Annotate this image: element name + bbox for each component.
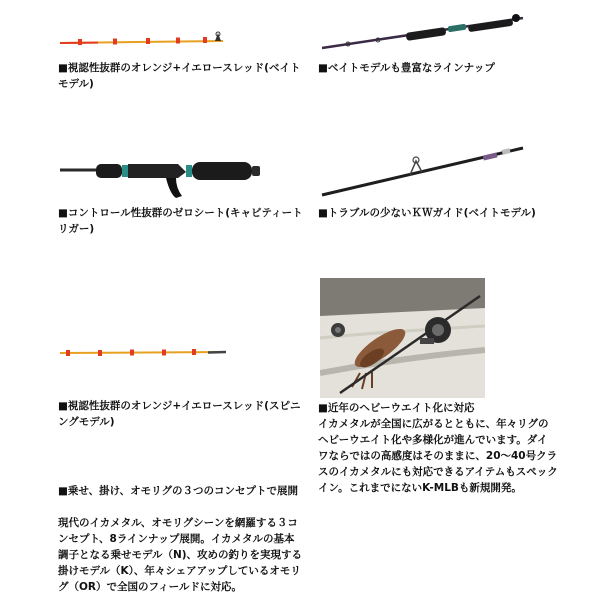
squid-metal-rig-photo: [320, 278, 485, 398]
caption-item-3: ■コントロール性抜群のゼロシート(キャビティートリガー): [58, 207, 303, 235]
rod-tip-thread-spinning-image: [58, 342, 228, 362]
caption-item-5: ■視認性抜群のオレンジ+イエロースレッド(スピニングモデル): [58, 400, 301, 428]
body-item-7: 現代のイカメタル、オモリグシーンを網羅する３コンセプト、8ラインナップ展開。イカメタルの基本調子となる乗せモデル（N)、攻めの釣りを実現する掛けモデル（K）、年々シェアアップしているオモリグ（OR）で全国のフィールドに対応。: [58, 517, 303, 593]
body-item-6: イカメタルが全国に広がるとともに、年々リグのヘビーウエイト化や多様化が進んでいます。ダイワならではの高感度はそのままに、20～40号クラスのイカメタルにも対応できるアイテムもスペックイン。これまでにないK-MLBも新規開発。: [318, 418, 558, 494]
caption-item-1: ■視認性抜群のオレンジ+イエロースレッド(ベイトモデル): [58, 62, 301, 90]
zero-seat-trigger-image: [58, 150, 268, 200]
rod-tip-thread-bait-image: [58, 28, 228, 48]
kw-guide-image: [318, 140, 528, 200]
caption-item-2: ■ベイトモデルも豊富なラインナップ: [318, 62, 495, 74]
bait-model-rod-image: [318, 10, 528, 52]
caption-item-7: ■乗せ、掛け、オモリグの３つのコンセプトで展開: [58, 485, 298, 497]
caption-item-4: ■トラブルの少ないＫＷガイド(ベイトモデル): [318, 207, 536, 219]
caption-item-6: ■近年のヘビーウエイト化に対応: [318, 402, 475, 414]
